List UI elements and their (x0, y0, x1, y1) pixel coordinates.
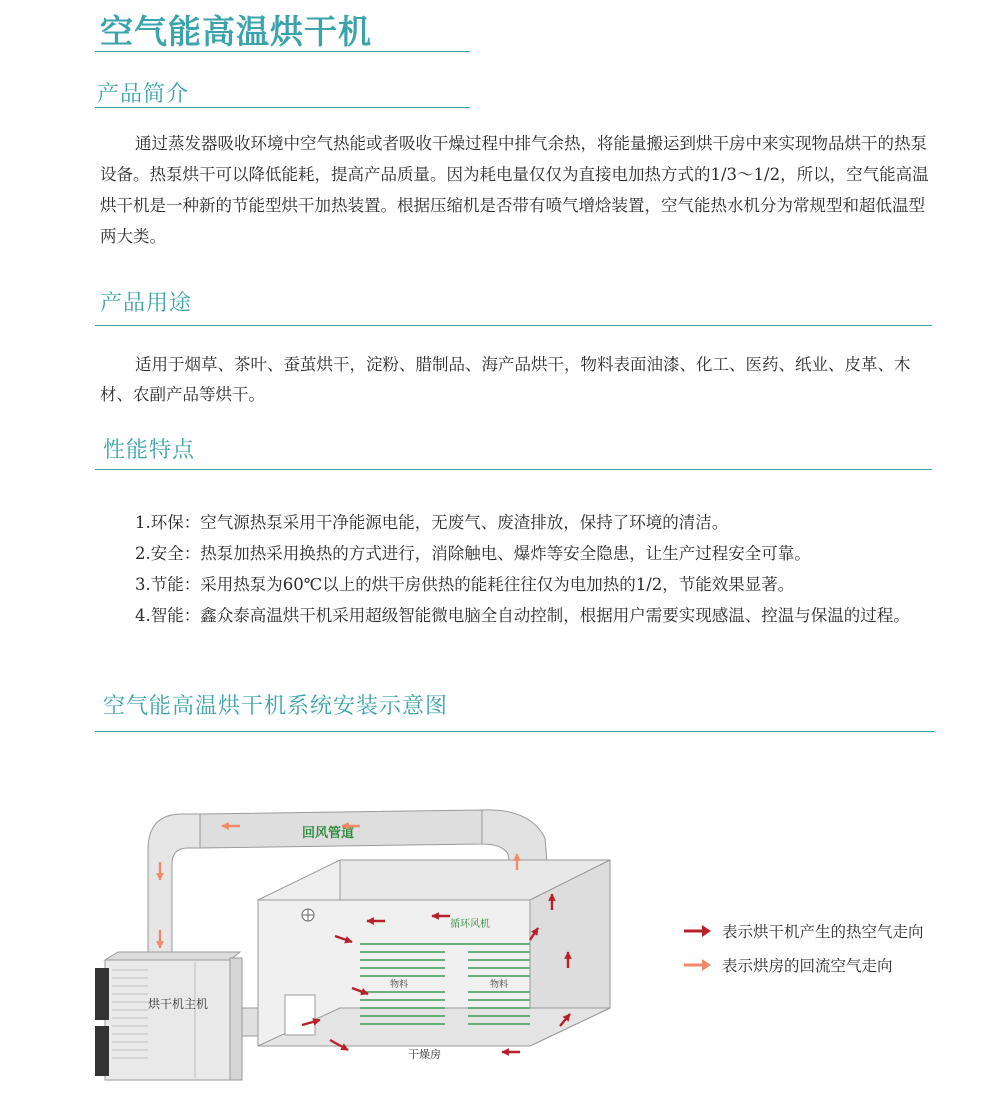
installation-diagram (90, 790, 630, 1090)
title-divider (95, 51, 470, 52)
page-title: 空气能高温烘干机 (100, 12, 372, 51)
features-divider (95, 469, 932, 470)
feature-item-3: 3.节能：采用热泵为60℃以上的烘干房供热的能耗往往仅为电加热的1/2，节能效果显著。 (135, 575, 795, 594)
legend-return-air-text: 表示烘房的回流空气走向 (722, 957, 893, 975)
feature-item-1: 1.环保：空气源热泵采用干净能源电能，无废气、废渣排放，保持了环境的清洁。 (135, 513, 729, 532)
uses-text: 适用于烟草、茶叶、蚕茧烘干，淀粉、腊制品、海产品烘干，物料表面油漆、化工、医药、纸业、皮革、木材、农副产品等烘干。 (100, 355, 911, 404)
diagram-heading: 空气能高温烘干机系统安装示意图 (103, 694, 449, 719)
dark-arrow-icon (682, 924, 712, 938)
drying-room (258, 860, 610, 1046)
intro-text: 通过蒸发器吸收环境中空气热能或者吸收干燥过程中排气余热，将能量搬运到烘干房中来实现物品烘干的热泵设备。热泵烘干可以降低能耗，提高产品质量。因为耗电量仅仅为直接电加热方式的1/3～1/2，所以，空气能高温烘干机是一种新的节能型烘干加热装置。根据压缩机是否带有喷气增焓装置，空气能热水机分为常规型和超低温型两大类。 (100, 134, 929, 246)
uses-heading: 产品用途 (100, 291, 193, 316)
feature-item-2: 2.安全：热泵加热采用换热的方式进行，消除触电、爆炸等安全隐患，让生产过程安全可靠。 (135, 544, 811, 563)
fan-label: 循环风机 (450, 919, 490, 930)
uses-divider (95, 325, 932, 326)
fan-icon (302, 909, 314, 921)
duct-label: 回风管道 (302, 826, 355, 841)
legend-hot-air-text: 表示烘干机产生的热空气走向 (722, 923, 924, 941)
material-left-label: 物料 (390, 980, 409, 990)
intro-heading: 产品简介 (97, 82, 190, 107)
dryer-host-unit (95, 952, 258, 1080)
intro-divider (95, 107, 470, 108)
legend-hot-air (682, 920, 924, 942)
features-list (100, 507, 940, 631)
host-label: 烘干机主机 (148, 997, 209, 1011)
legend-return-air (682, 954, 893, 976)
features-heading: 性能特点 (103, 438, 196, 463)
material-right-label: 物料 (490, 980, 509, 990)
room-label: 干燥房 (408, 1048, 441, 1061)
light-arrow-icon (682, 958, 712, 972)
feature-item-4: 4.智能：鑫众泰高温烘干机采用超级智能微电脑全自动控制，根据用户需要实现感温、控温与保温的过程。 (135, 606, 910, 625)
diagram-divider (95, 731, 935, 732)
